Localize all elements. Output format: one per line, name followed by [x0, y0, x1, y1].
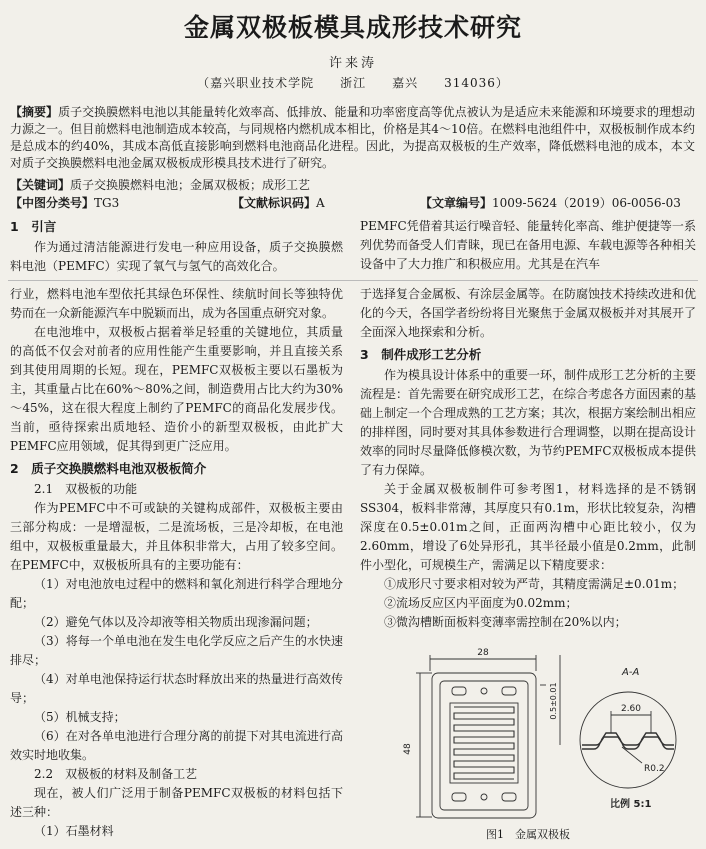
doc-code	[232, 195, 325, 212]
list-item: （4）对单电池保持运行状态时释放出来的热量进行高效传导；	[10, 672, 343, 705]
bipolar-plate-drawing	[360, 645, 696, 820]
paragraph: 于选择复合金属板、有涂层金属等。在防腐蚀技术持续改进和优化的今天，各国学者纷纷将目光聚焦于金属双极板并对其展开了全面深入地探索和分析。	[360, 287, 697, 339]
list-item: （1）石墨材料	[34, 824, 114, 838]
paragraph: 在电池堆中，双极板占据着举足轻重的关键地位，其质量的高低不仅会对前者的应用性能产生重要影响，并且直接关系到其使用周期的长短。现在，PEMFC双极板主要以石墨板为主，其重量占比在60%～80%之间，制造费用占比大约为30%～45%，这在很大程度上制约了PEMFC的商品化发展步伐。当前，亟待探索出质地轻、造价小的新型双极板，由此扩大PEMFC应用领域，促其得到更广泛应用。	[10, 325, 343, 453]
list-item: （5）机械支持；	[34, 710, 126, 724]
flow-channels	[454, 707, 514, 779]
paragraph: 作为PEMFC中不可或缺的关键构成部件，双极板主要由三部分构成：一是增湿板，二是流场板，三是冷却板，在电池组中，双极板重量最大，并且体积非常大，占用了较多空间。在PEMFC中，双极板所具有的主要功能有：	[10, 501, 343, 572]
list-item: ③微沟槽断面板料变薄率需控制在20%以内；	[384, 615, 627, 629]
paragraph: 现在，被人们广泛用于制备PEMFC双极板的材料包括下述三种：	[10, 786, 343, 819]
keywords-label: 【关键词】	[10, 178, 71, 192]
intro-block	[10, 214, 343, 276]
keywords-text: 质子交换膜燃料电池；金属双极板；成形工艺	[70, 178, 311, 192]
clc-label: 【中图分类号】	[10, 196, 95, 210]
plate-outline	[432, 673, 536, 818]
left-column	[10, 285, 343, 841]
list-item: （1）对电池放电过程中的燃料和氧化剂进行科学合理地分配；	[10, 577, 343, 610]
dim-side-label: 48	[403, 743, 413, 755]
right-column	[360, 285, 696, 632]
list-item: （3）将每一个单电池在发生电化学反应之后产生的水快速排尽；	[10, 634, 343, 667]
article-label: 【文章编号】	[420, 196, 493, 210]
list-item: ①成形尺寸要求相对较为严苛，其精度需满足±0.01m；	[384, 577, 685, 591]
list-item: （6）在对各单电池进行合理分离的前提下对其电流进行高效实时地收集。	[10, 729, 343, 762]
radius-label: R0.2	[644, 764, 665, 774]
doc-label: 【文献标识码】	[232, 196, 317, 210]
section-label: A-A	[622, 667, 640, 678]
figure-caption: 图1 金属双极板	[486, 828, 570, 841]
dim-depth-label: 0.5±0.01	[549, 682, 558, 720]
intro-continuation	[360, 217, 696, 274]
clc-number	[10, 195, 119, 212]
subsection-heading-2-1: 2.1 双极板的功能	[34, 482, 138, 496]
list-item: （2）避免气体以及冷却液等相关物质出现渗漏问题；	[34, 615, 318, 629]
abstract-text: 质子交换膜燃料电池以其能量转化效率高、低排放、能量和功率密度高等优点被认为是适应未来能源和环境要求的理想动力源之一。但目前燃料电池制造成本较高，与同规格内燃机成本相比，价格是其4～10倍。在燃料电池组件中，双极板制作成本约是总成本的约40%，其成本高低直接影响到燃料电池商品化进程。因此，为提高双极板的生产效率，降低燃料电池的成本，本文对质子交换膜燃料电池金属双极板成形模具技术进行了研究。	[10, 105, 695, 170]
clc-value: TG3	[94, 196, 120, 210]
article-number	[420, 195, 681, 212]
paragraph: 行业，燃料电池车型依托其绿色环保性、续航时间长等独特优势而在一众新能源汽车中脱颖而出，成为各国重点研究对象。	[10, 287, 343, 320]
doc-value: A	[316, 196, 325, 210]
intro-paragraph: 作为通过清洁能源进行发电一种应用设备，质子交换膜燃料电池（PEMFC）实现了氧气与氢气的高效化合。	[10, 240, 343, 273]
section-heading-intro: 1 引言	[10, 219, 57, 234]
channel-profile	[582, 733, 674, 745]
intro-paragraph-continued: PEMFC凭借着其运行噪音轻、能量转化率高、维护便捷等一系列优势而备受人们青睐，现已在备用电源、车载电源等各种相关设备中了大力推广和积极应用。尤其是在汽车	[360, 219, 697, 271]
abstract	[10, 104, 695, 172]
paragraph: 关于金属双极板制件可参考图1，材料选择的是不锈钢SS304，板料非常薄，其厚度只有0.1m，形状比较复杂，沟槽深度在0.5±0.01m之间，正面两沟槽中心距比较小，仅为2.60mm，增设了6处异形孔，其半径最小值是0.2mm，此制件小型化，可规模生产，需满足以下精度要求：	[360, 482, 696, 572]
abstract-label: 【摘要】	[10, 105, 59, 119]
subsection-heading-2-2: 2.2 双极板的材料及制备工艺	[34, 767, 198, 781]
section-heading-2: 2 质子交换膜燃料电池双极板简介	[10, 461, 207, 476]
divider-line	[8, 280, 698, 281]
paragraph: 作为模具设计体系中的重要一环，制件成形工艺分析的主要流程是：首先需要在研究成形工艺，在综合考虑各方面因素的基础上制定一个合理成熟的工艺方案；其次，根据方案绘制出相应的排样图，同时要对其具体参数进行合理调整，以期在提高设计效率的同时尽量降低修模次数，为节约PEMFC双极板成本提供了有力保障。	[360, 368, 697, 477]
author-name: 许来涛	[328, 56, 377, 71]
affiliation: （嘉兴职业技术学院 浙江 嘉兴 314036）	[197, 76, 509, 90]
pitch-label: 2.60	[620, 704, 642, 714]
dim-top-label: 28	[477, 648, 489, 658]
scale-label: 比例 5:1	[610, 799, 652, 810]
keywords	[10, 177, 695, 194]
list-item: ②流场反应区内平面度为0.02mm；	[384, 596, 578, 610]
paper-title: 金属双极板模具成形技术研究	[183, 13, 522, 42]
article-value: 1009-5624（2019）06-0056-03	[492, 196, 681, 210]
section-heading-3: 3 制件成形工艺分析	[360, 347, 482, 362]
